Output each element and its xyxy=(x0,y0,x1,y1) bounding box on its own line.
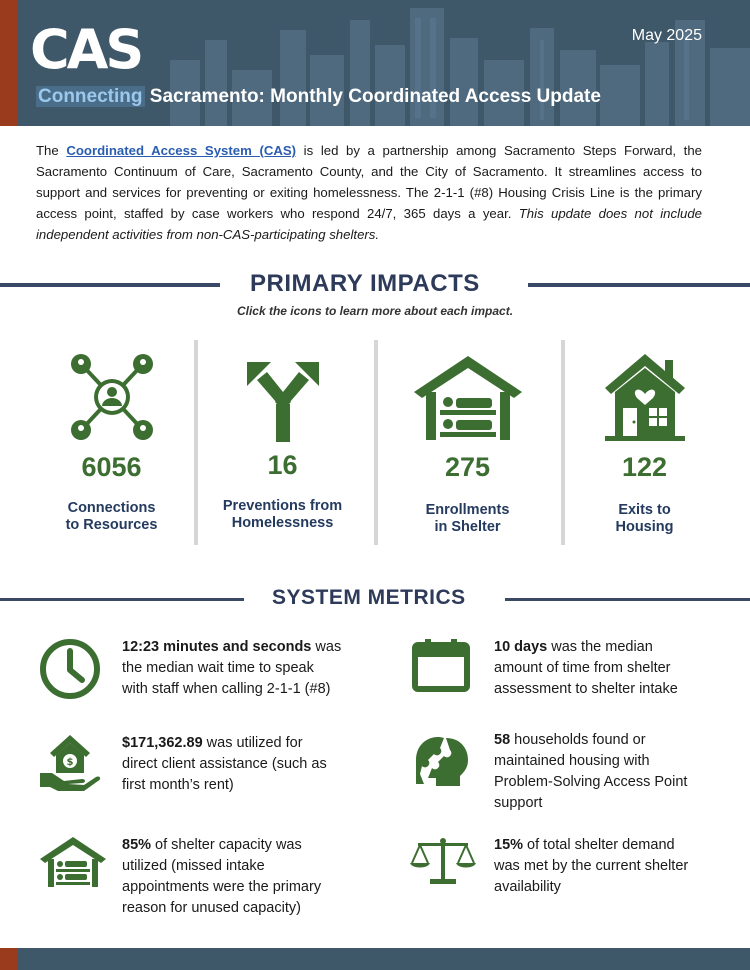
exits-value: 122 xyxy=(621,452,668,482)
metric-text xyxy=(122,637,342,700)
enrollments-label xyxy=(380,502,555,536)
system-metrics-heading: SYSTEM METRICS xyxy=(272,586,466,609)
network-connections-icon[interactable] xyxy=(67,352,157,442)
shelter-capacity-icon xyxy=(38,835,108,887)
clock-icon xyxy=(38,637,102,701)
metric-text xyxy=(494,637,704,700)
connections-value: 6056 xyxy=(81,452,142,482)
impact-shelter-enrollments xyxy=(380,340,555,545)
exits-label xyxy=(557,502,732,536)
metric-desc: of shelter capacity was utilized (missed intake appointments were the primary reason for unused capacity) xyxy=(122,837,322,916)
metric-desc: was the median amount of time from shelter assessment to shelter intake xyxy=(494,639,678,697)
label-line2: Homelessness xyxy=(231,515,334,531)
metric-desc: households found or maintained housing with Problem-Solving Access Point support xyxy=(494,732,688,811)
header-accent-bar xyxy=(0,0,18,126)
metric-desc: was the median wait time to speak with staff when calling 2-1-1 (#8) xyxy=(122,639,342,697)
impact-exits-housing xyxy=(557,340,732,545)
preventions-label xyxy=(195,498,370,532)
metric-desc: of total shelter demand was met by the current shelter availability xyxy=(494,837,689,895)
logo-text: CAS xyxy=(30,18,142,81)
calendar-icon xyxy=(410,637,474,693)
scales-icon xyxy=(410,835,476,885)
connections-label xyxy=(24,500,199,534)
heading-rule-left xyxy=(0,283,220,287)
intro-body: is led by a partnership among Sacramento Steps Forward, the Sacramento Continuum of Care, Sacramento County, and the City of Sacramento. It streamlines access to support and services for preventing or exiting homelessness. The 2-1-1 (#8) Housing Crisis Line is the primary access point, staffed by case workers who respond 24/7, 365 days a year. xyxy=(36,143,703,221)
shelter-beds-icon[interactable] xyxy=(410,352,526,442)
heading-rule-right xyxy=(505,598,750,601)
label-line1: Connections xyxy=(67,500,156,516)
impact-divider xyxy=(374,340,378,545)
intro-disclaimer: This update does not include independent activities from non-CAS-participating shelters. xyxy=(36,206,703,242)
metric-value: 58 xyxy=(494,732,511,748)
title-highlight: Connecting xyxy=(38,86,143,107)
metric-value: 85% xyxy=(122,837,152,853)
puzzle-head-icon xyxy=(410,730,474,790)
label-line2: Housing xyxy=(615,519,674,535)
svg-text:$: $ xyxy=(66,757,74,768)
report-date: May 2025 xyxy=(631,27,702,44)
label-line1: Preventions from xyxy=(222,498,343,514)
enrollments-value: 275 xyxy=(444,452,491,482)
title-rest: Sacramento: Monthly Coordinated Access Update xyxy=(144,86,601,107)
metric-text xyxy=(494,835,704,898)
heading-rule-left xyxy=(0,598,244,601)
page-footer-bar xyxy=(0,948,750,970)
label-line2: to Resources xyxy=(65,517,158,533)
cas-logo[interactable] xyxy=(30,18,160,81)
metric-value: 10 days xyxy=(494,639,548,655)
impacts-subtitle: Click the icons to learn more about each impact. xyxy=(236,304,514,318)
cas-link[interactable]: Coordinated Access System (CAS) xyxy=(66,143,297,158)
metric-desc: was utilized for direct client assistance (such as first month’s rent) xyxy=(122,735,327,793)
metric-value: 15% xyxy=(494,837,524,853)
split-arrows-icon[interactable] xyxy=(243,352,323,442)
label-line1: Enrollments xyxy=(425,502,510,518)
metric-text xyxy=(494,730,704,814)
metric-value: $171,362.89 xyxy=(122,735,203,751)
intro-paragraph xyxy=(36,140,702,245)
metric-text xyxy=(122,835,342,919)
preventions-value: 16 xyxy=(267,450,298,480)
page-header xyxy=(0,0,750,126)
page-title xyxy=(36,86,601,108)
metric-value: 12:23 minutes and seconds xyxy=(122,639,312,655)
impact-connections xyxy=(24,340,199,545)
heading-rule-right xyxy=(528,283,750,287)
intro-lead: The xyxy=(36,143,67,158)
primary-impacts-heading: PRIMARY IMPACTS xyxy=(250,270,480,297)
hand-money-house-icon xyxy=(38,733,102,793)
footer-accent-bar xyxy=(0,948,18,970)
label-line1: Exits to xyxy=(618,502,671,518)
impact-preventions xyxy=(195,340,370,545)
label-line2: in Shelter xyxy=(434,519,501,535)
house-heart-icon[interactable] xyxy=(603,352,687,442)
metric-text xyxy=(122,733,342,796)
